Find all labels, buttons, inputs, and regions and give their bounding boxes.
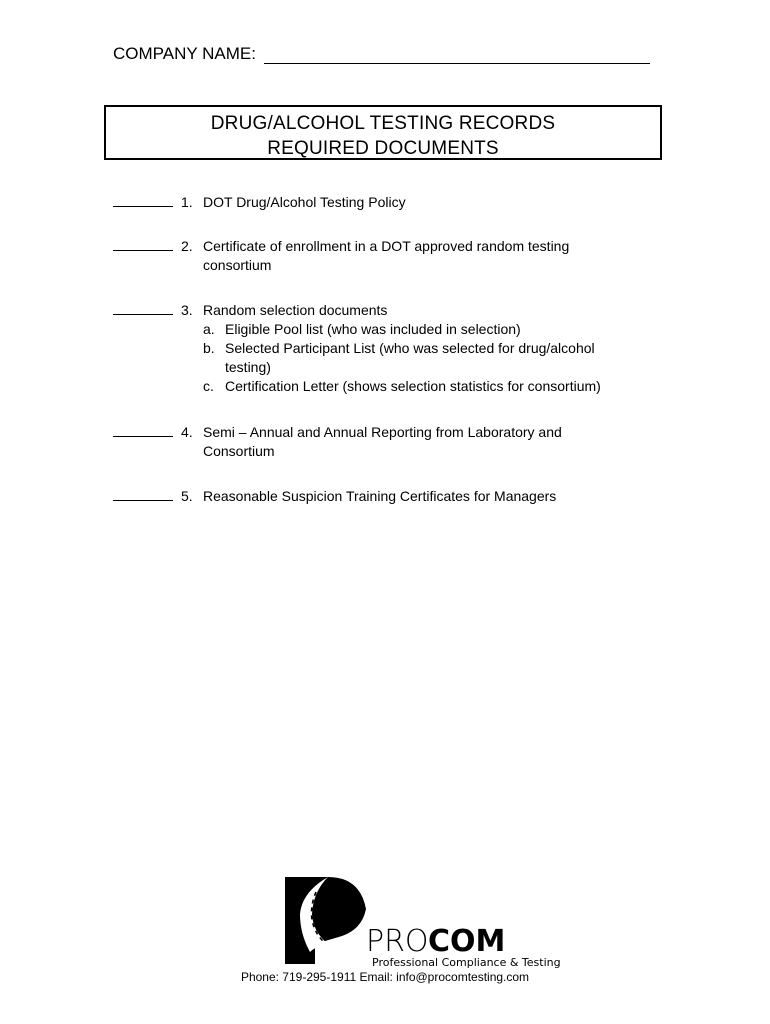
sub-item-letter: a. <box>203 321 215 337</box>
checkoff-blank[interactable] <box>113 423 173 437</box>
document-title-box <box>104 105 662 160</box>
sub-item-text: Selected Participant List (who was selected for drug/alcohol testing) <box>225 340 595 375</box>
item-text: Reasonable Suspicion Training Certificates for Managers <box>203 488 557 504</box>
item-text: Semi – Annual and Annual Reporting from Laboratory and Consortium <box>203 424 562 459</box>
item-number: 1. <box>181 194 193 210</box>
logo-tagline: Professional Compliance & Testing <box>372 956 561 969</box>
checkoff-blank[interactable] <box>113 301 173 315</box>
checklist-item-5 <box>113 487 643 506</box>
contact-info: Phone: 719-295-1911 Email: info@procomtesting.com <box>240 970 530 984</box>
sub-item-a <box>203 320 643 339</box>
item-text: DOT Drug/Alcohol Testing Policy <box>203 194 406 210</box>
sub-item-b <box>203 339 643 377</box>
sub-item-letter: b. <box>203 340 215 356</box>
item-number: 2. <box>181 238 193 254</box>
item-number: 3. <box>181 302 193 318</box>
item-number: 4. <box>181 424 193 440</box>
sub-item-text: Eligible Pool list (who was included in selection) <box>225 321 521 337</box>
item-number: 5. <box>181 488 193 504</box>
checklist-item-3 <box>113 301 643 396</box>
title-line-2: REQUIRED DOCUMENTS <box>267 138 499 159</box>
checkoff-blank[interactable] <box>113 487 173 501</box>
company-name-row <box>113 44 650 64</box>
procom-road-icon <box>285 877 366 964</box>
item-text: Certificate of enrollment in a DOT approved random testing consortium <box>203 238 570 273</box>
company-name-field[interactable] <box>264 45 650 64</box>
logo-name-light: PRO <box>366 924 429 959</box>
procom-logo <box>280 874 561 974</box>
company-name-label: COMPANY NAME: <box>113 44 256 63</box>
logo-name-bold: COM <box>428 924 506 959</box>
checkoff-blank[interactable] <box>113 193 173 207</box>
checklist-item-1 <box>113 193 643 212</box>
sub-item-c <box>203 377 643 396</box>
item-text: Random selection documents <box>203 302 388 318</box>
checklist-item-4 <box>113 423 603 461</box>
checkoff-blank[interactable] <box>113 237 173 251</box>
title-line-1: DRUG/ALCOHOL TESTING RECORDS <box>210 113 556 134</box>
sub-item-letter: c. <box>203 378 214 394</box>
sub-item-text: Certification Letter (shows selection statistics for consortium) <box>225 378 601 394</box>
checklist-item-2 <box>113 237 613 275</box>
